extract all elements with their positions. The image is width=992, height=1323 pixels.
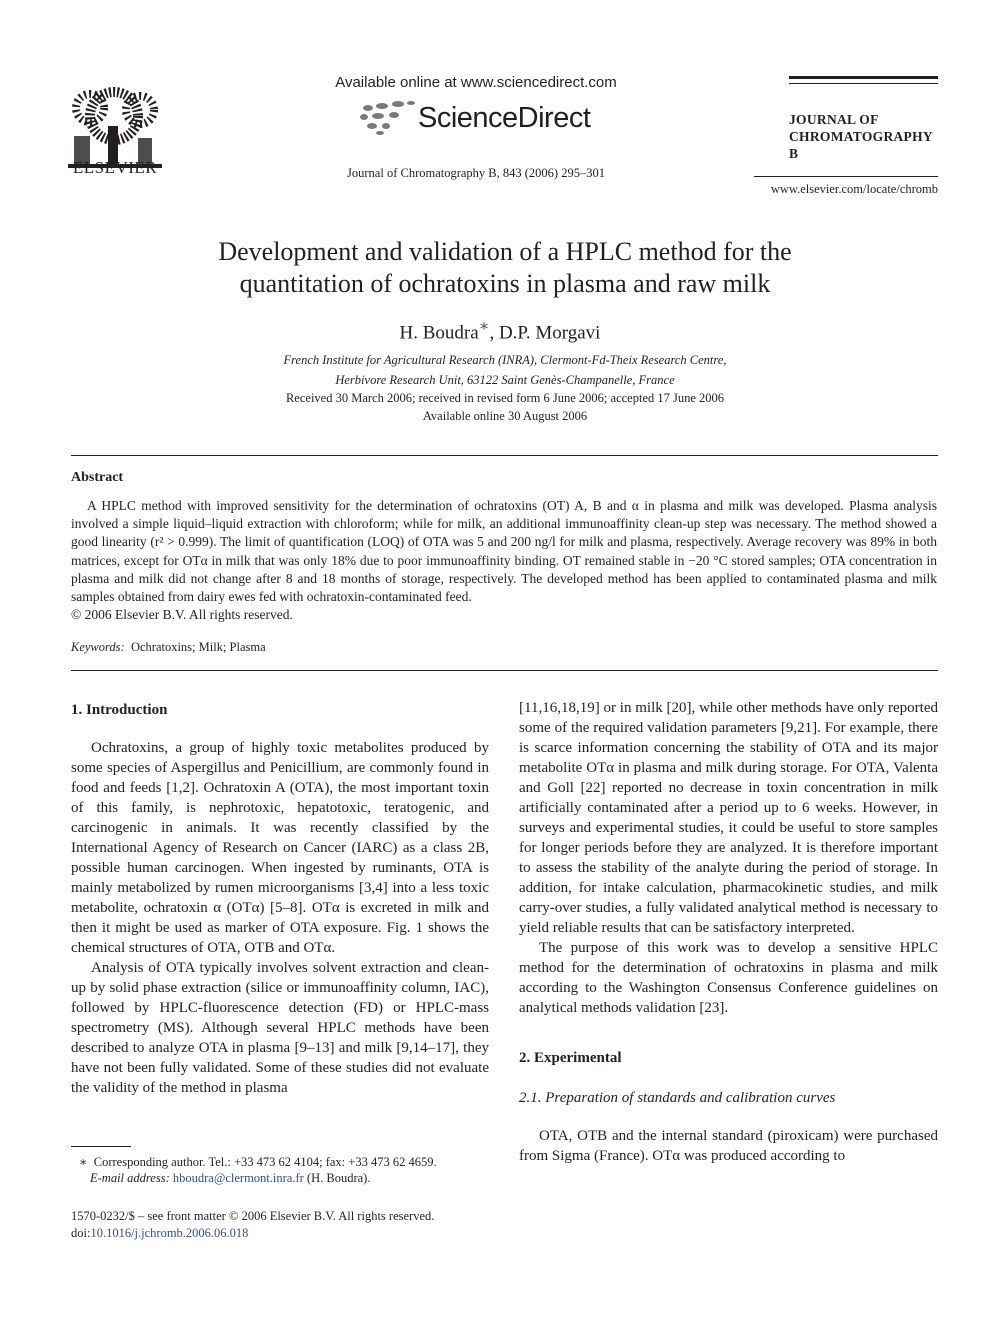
abstract-rule-bottom: [71, 670, 938, 671]
publisher-name: ELSEVIER: [72, 158, 158, 177]
affiliation-line2: Herbivore Research Unit, 63122 Saint Genès-Champanelle, France: [335, 373, 675, 387]
journal-name: [789, 111, 939, 162]
column-right: [519, 698, 938, 1166]
abstract-copyright: © 2006 Elsevier B.V. All rights reserved.: [71, 607, 293, 622]
abstract-rule-top: [71, 455, 938, 456]
journal-url[interactable]: www.elsevier.com/locate/chromb: [770, 182, 938, 196]
experimental-paragraph-1: OTA, OTB and the internal standard (piroxicam) were purchased from Sigma (France). OTα was produced according to: [519, 1128, 938, 1164]
issn-line: 1570-0232/$ – see front matter © 2006 Elsevier B.V. All rights reserved.: [71, 1209, 435, 1223]
front-matter: [71, 1208, 511, 1242]
intro-paragraph-1: Ochratoxins, a group of highly toxic metabolites produced by some species of Aspergillus and Penicillium, are commonly found in food and feeds [1,2]. Ochratoxin A (OTA), the most important toxin of this family, is nephrotoxic, hepatotoxic, teratogenic, and carcinogenic in animals. It was recently classified by the International Agency of Research on Cancer (IARC) as a class 2B, possible human carcinogen. When ingested by ruminants, OTA is mainly metabolized by rumen microorganisms [3,4] into a less toxic metabolite, ochratoxin α (OTα) [5–8]. OTα is excreted in milk and then it might be used as marker of OTA exposure. Fig. 1 shows the chemical structures of OTA, OTB and OTα.: [71, 740, 489, 956]
corresponding-text: Corresponding author. Tel.: +33 473 62 4104; fax: +33 473 62 4659.: [93, 1155, 437, 1169]
article-title: [120, 236, 890, 300]
keywords-list: Ochratoxins; Milk; Plasma: [130, 640, 266, 654]
doi-link[interactable]: 10.1016/j.jchromb.2006.06.018: [90, 1226, 249, 1240]
footnote: [71, 1154, 489, 1186]
subsection-2-1-heading: 2.1. Preparation of standards and calibration curves: [519, 1090, 836, 1106]
journal-citation: Journal of Chromatography B, 843 (2006) 295–301: [347, 166, 605, 180]
doi-label: doi:: [71, 1226, 91, 1240]
email-suffix: (H. Boudra).: [306, 1171, 371, 1185]
available-date: Available online 30 August 2006: [422, 409, 588, 423]
article-history: [150, 389, 860, 425]
received-dates: Received 30 March 2006; received in revised form 6 June 2006; accepted 17 June 2006: [285, 391, 725, 405]
affiliation: [150, 350, 860, 390]
author-boudra: H. Boudra: [399, 322, 479, 344]
journal-name-line2: CHROMATOGRAPHY B: [789, 129, 933, 161]
sciencedirect-logo[interactable]: [356, 96, 616, 140]
intro-paragraph-3: [11,16,18,19] or in milk [20], while other methods have only reported some of the required validation parameters [9,21]. For example, there is scarce information concerning the stability of OTA and its major metabolite OTα in plasma and milk during storage. For OTA, Valenta and Goll [22] reported no decrease in toxin concentration in milk artificially contaminated after a period up to 6 weeks. However, in surveys and experimental studies, it could be useful to store samples for longer periods before they are analyzed. It is therefore important to assess the stability of the analyte during the period of storage. In addition, for intake calculation, pharmacokinetic studies, and milk carry-over studies, a fully validated analytical method is necessary to yield reliable results that can be satisfactory interpreted.: [519, 700, 938, 936]
intro-paragraph-4: The purpose of this work was to develop a sensitive HPLC method for the determination of ochratoxins in plasma and milk according to the Washington Consensus Conference guidelines on analytical methods validation [23].: [519, 940, 938, 1016]
header-rule-bottom: [754, 176, 938, 177]
abstract-paragraph: A HPLC method with improved sensitivity for the determination of ochratoxins (OT) A, B and α in plasma and milk was developed. Plasma analysis involved a simple liquid–liquid extraction with chloroform; while for milk, an additional immunoaffinity clean-up step was necessary. The method showed a good linearity (r² > 0.999). The limit of quantification (LOQ) of OTA was 5 and 200 ng/l for milk and plasma, respectively. Average recovery was 89% in both matrices, except for OTα in milk that was only 18% due to poor immunoaffinity binding. OT remained stable in −20 °C stored samples; OTA concentration in plasma and milk did not change after 8 and 18 months of storage, respectively. The developed method has been applied to contaminated plasma and milk samples obtained from dairy ewes fed with ochratoxin-contaminated feed.: [71, 498, 937, 605]
author-morgavi: , D.P. Morgavi: [489, 322, 601, 344]
footnote-rule: [71, 1146, 131, 1147]
title-line2: quantitation of ochratoxins in plasma and raw milk: [239, 269, 771, 298]
section-1-heading: 1. Introduction: [71, 702, 168, 718]
keywords: [71, 640, 266, 655]
author-list: [200, 316, 800, 344]
abstract-heading: Abstract: [71, 470, 124, 485]
footnote-email: [71, 1170, 489, 1186]
footnote-star: ∗: [79, 1155, 88, 1169]
email-link[interactable]: hboudra@clermont.inra.fr: [172, 1171, 304, 1185]
keywords-label: Keywords:: [71, 640, 125, 654]
footnote-corresponding: [71, 1154, 489, 1170]
sciencedirect-dots-icon: [356, 100, 416, 136]
header-rule-thin: [789, 83, 938, 84]
header-rule-top: [789, 76, 938, 79]
abstract-body: [71, 497, 937, 606]
available-online-text[interactable]: Available online at www.sciencedirect.com: [335, 74, 617, 91]
section-2-heading: 2. Experimental: [519, 1050, 622, 1066]
journal-name-line1: JOURNAL OF: [789, 112, 879, 127]
column-left: [71, 700, 489, 1098]
affiliation-line1: French Institute for Agricultural Research (INRA), Clermont-Fd-Theix Research Centre,: [283, 353, 727, 367]
sciencedirect-wordmark: ScienceDirect: [418, 102, 591, 134]
intro-paragraph-2: Analysis of OTA typically involves solvent extraction and clean-up by solid phase extraction (silice or immunoaffinity column, IAC), followed by HPLC-fluorescence detection (FD) or HPLC-mass spectrometry (MS). Although several HPLC methods have been described to analyze OTA in plasma [9–13] and milk [9,14–17], they have not been fully validated. Some of these studies did not evaluate the validity of the method in plasma: [71, 960, 489, 1096]
title-line1: Development and validation of a HPLC method for the: [218, 237, 792, 266]
email-label: E-mail address:: [90, 1171, 170, 1185]
doi-line: [71, 1225, 511, 1242]
corresponding-author-link[interactable]: ∗: [478, 318, 490, 335]
